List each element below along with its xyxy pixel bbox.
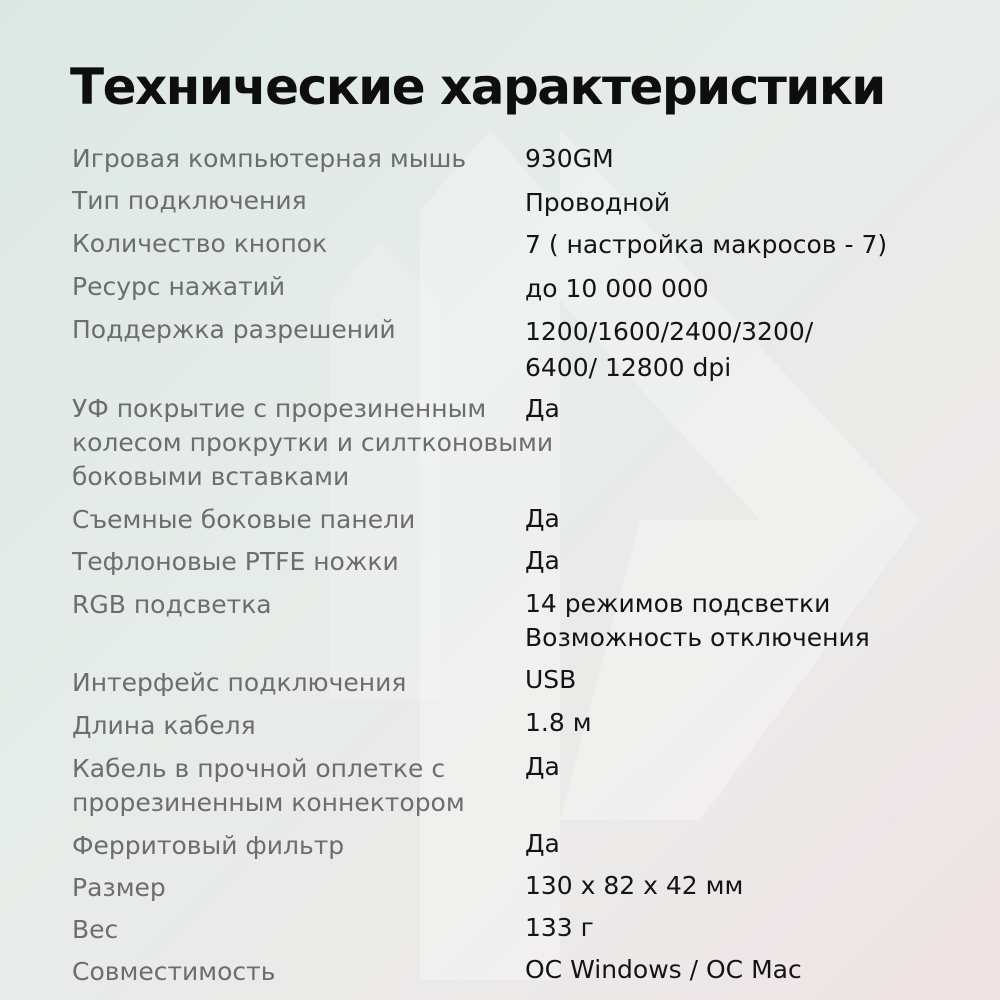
spec-value-buttons: 7 ( настройка макросов - 7): [525, 230, 888, 259]
spec-value-rgb-line2: Возможность отключения: [525, 623, 870, 652]
spec-label-braided-cable-line2: прорезиненным коннектором: [72, 788, 465, 817]
spec-value-rgb-line1: 14 режимов подсветки: [525, 589, 831, 618]
spec-label-ptfe-feet: Тефлоновые PTFE ножки: [72, 547, 399, 576]
spec-label-resolution: Поддержка разрешений: [72, 315, 396, 344]
spec-label-side-panels: Съемные боковые панели: [72, 505, 416, 534]
spec-value-side-panels: Да: [525, 504, 560, 533]
spec-value-uv-coating: Да: [525, 394, 560, 423]
spec-value-cable-length: 1.8 м: [525, 708, 592, 737]
spec-value-compatibility: ОС Windows / ОС Mac: [525, 955, 802, 984]
spec-label-uv-coating-line1: УФ покрытие с прорезиненным: [72, 394, 487, 423]
spec-label-buttons: Количество кнопок: [72, 229, 328, 258]
spec-label-uv-coating-line3: боковыми вставками: [72, 462, 350, 491]
spec-label-rgb: RGB подсветка: [72, 590, 272, 619]
spec-label-cable-length: Длина кабеля: [72, 711, 256, 740]
spec-value-connection-type: Проводной: [525, 188, 671, 217]
spec-label-connection-type: Тип подключения: [72, 186, 307, 215]
spec-value-click-resource: до 10 000 000: [525, 274, 709, 303]
spec-value-weight: 133 г: [525, 913, 594, 942]
spec-value-resolution-line1: 1200/1600/2400/3200/: [525, 317, 814, 346]
spec-label-mouse-type: Игровая компьютерная мышь: [72, 144, 467, 173]
page-title: Технические характеристики: [70, 58, 885, 116]
spec-value-ferrite-filter: Да: [525, 829, 560, 858]
spec-value-braided-cable: Да: [525, 752, 560, 781]
spec-label-uv-coating-line2: колесом прокрутки и силтконовыми: [72, 428, 554, 457]
spec-value-resolution-line2: 6400/ 12800 dpi: [525, 353, 732, 382]
spec-value-mouse-type: 930GM: [525, 144, 614, 173]
spec-label-ferrite-filter: Ферритовый фильтр: [72, 831, 345, 860]
spec-label-braided-cable-line1: Кабель в прочной оплетке с: [72, 754, 446, 783]
spec-label-click-resource: Ресурс нажатий: [72, 272, 286, 301]
spec-value-size: 130 х 82 х 42 мм: [525, 871, 744, 900]
spec-label-compatibility: Совместимость: [72, 957, 276, 986]
spec-value-interface: USB: [525, 665, 577, 694]
spec-label-size: Размер: [72, 873, 166, 902]
spec-label-interface: Интерфейс подключения: [72, 668, 407, 697]
spec-value-ptfe-feet: Да: [525, 546, 560, 575]
spec-label-weight: Вес: [72, 915, 119, 944]
